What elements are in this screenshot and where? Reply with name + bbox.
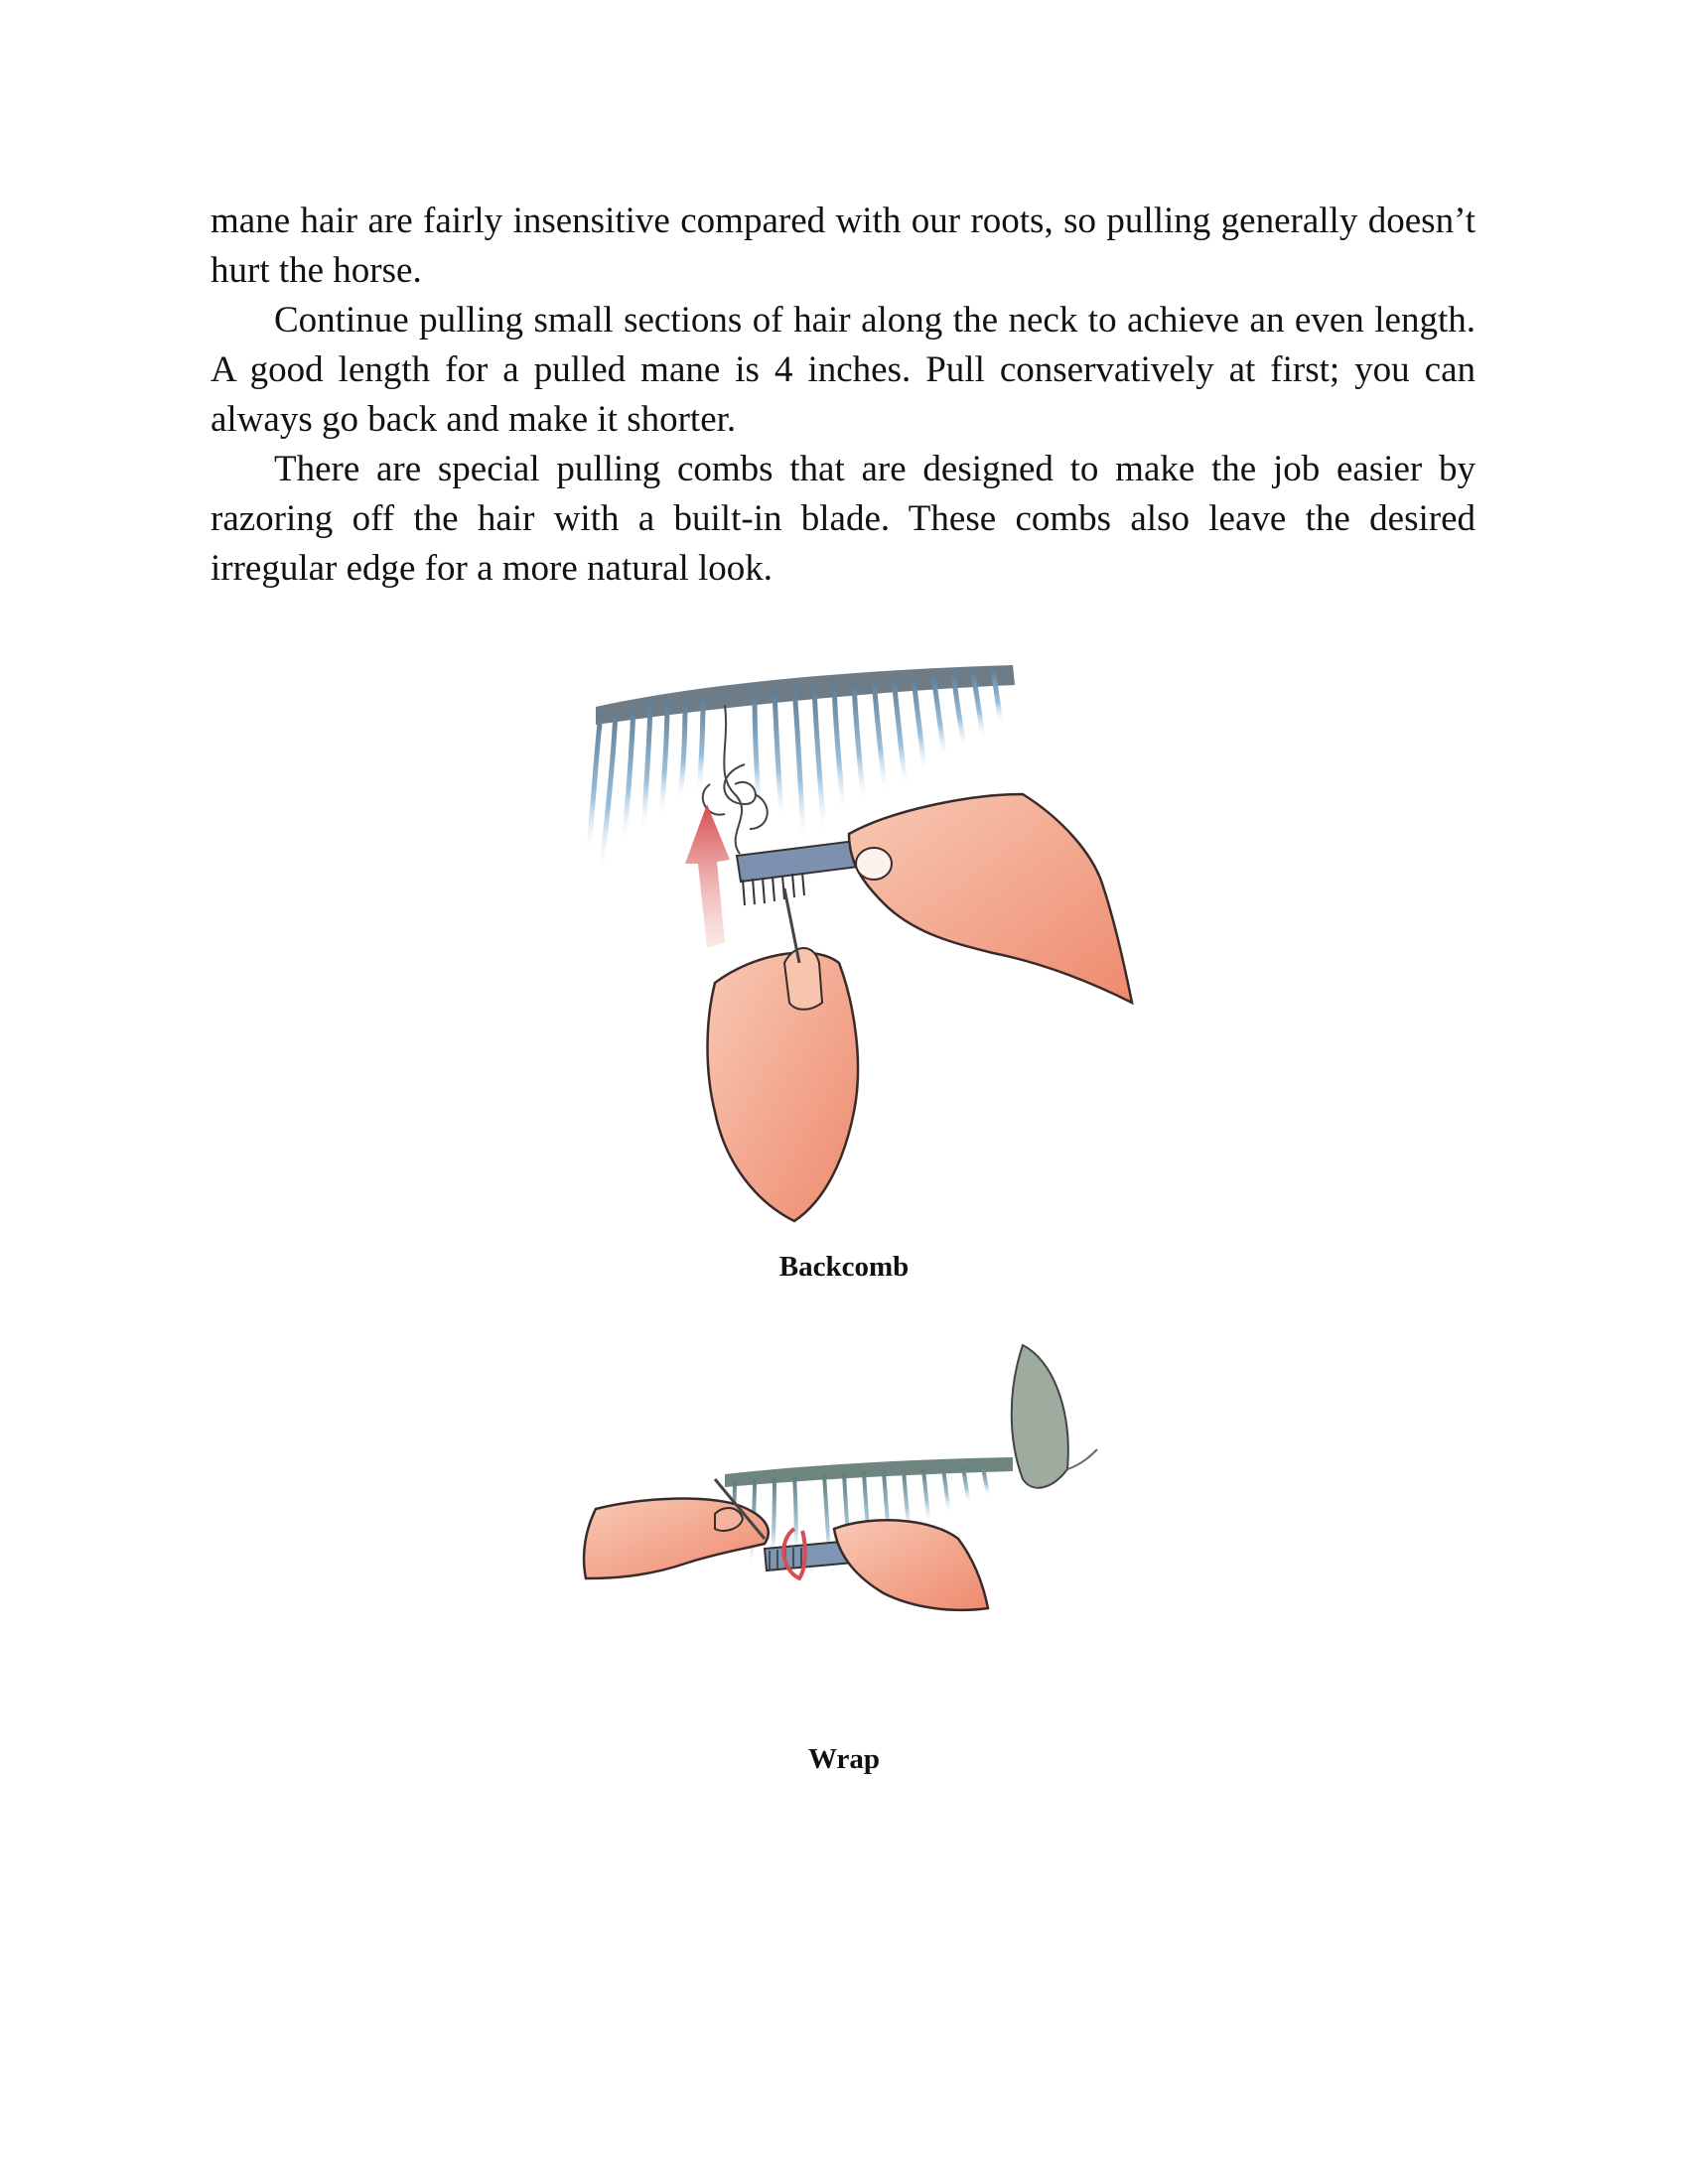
body-text — [211, 197, 1476, 594]
backcomb-illustration — [0, 645, 1688, 1241]
wrap-illustration — [0, 1330, 1688, 1727]
paragraph-2: Continue pulling small sections of hair along the neck to achieve an even length. A good length for a pulled mane is 4 inches. Pull conservatively at first; you can always go back and make it shorter. — [211, 300, 1476, 440]
paragraph-1: mane hair are fairly insensitive compared with our roots, so pulling generally doesn’t hurt the horse. — [211, 201, 1476, 291]
backcomb-caption: Backcomb — [778, 1251, 910, 1283]
wrap-caption: Wrap — [808, 1743, 880, 1775]
paragraph-3: There are special pulling combs that are designed to make the job easier by razoring off the hair with a built-in blade. These combs also leave the desired irregular edge for a more natural look. — [211, 449, 1476, 589]
